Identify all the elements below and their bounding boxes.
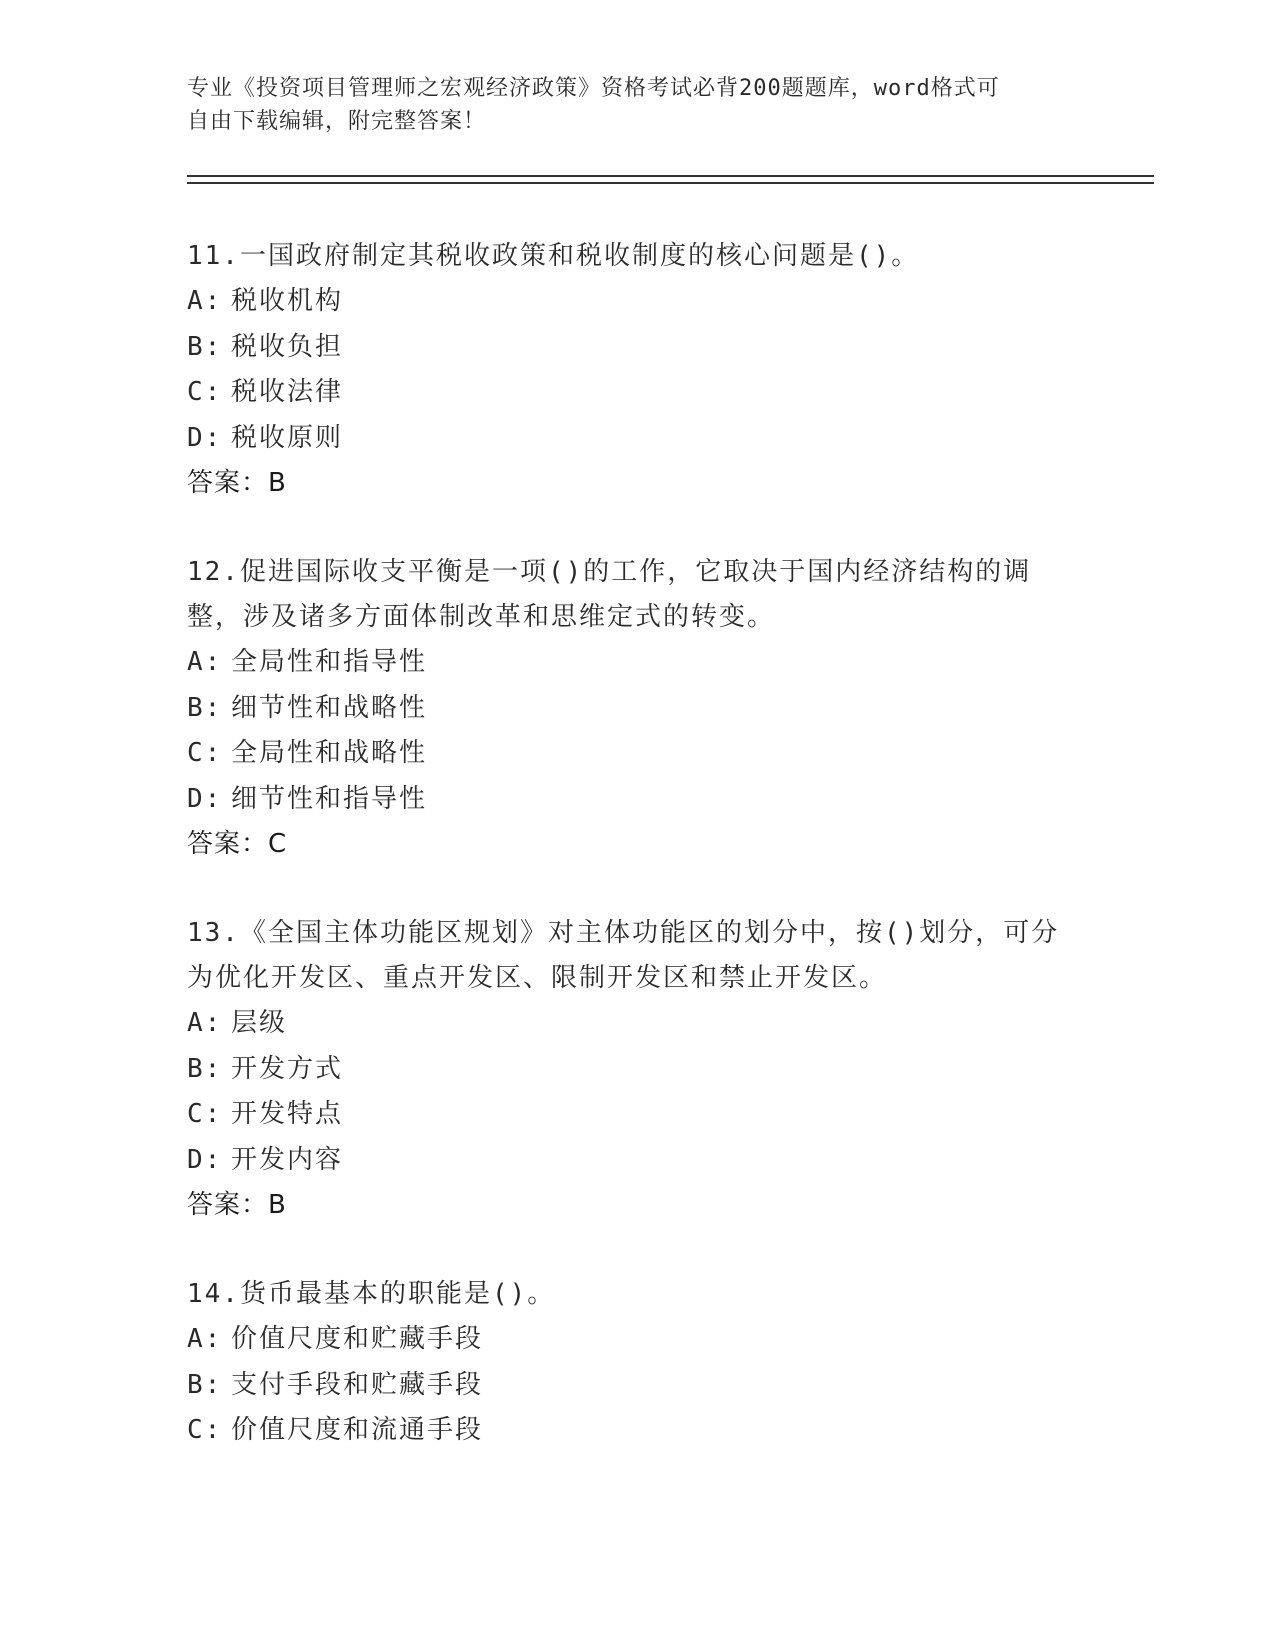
question-11 — [187, 234, 1087, 506]
question-stem: 13.《全国主体功能区规划》对主体功能区的划分中，按()划分，可分为优化开发区、重点开发区、限制开发区和禁止开发区。 — [187, 918, 1060, 993]
header-line-2: 自由下载编辑，附完整答案！ — [187, 109, 487, 134]
option-text: 开发方式 — [231, 1053, 344, 1084]
option-key: A: — [187, 1008, 223, 1038]
option-text: 税收原则 — [231, 422, 344, 453]
option-key: B: — [187, 331, 223, 362]
question-stem: 11.一国政府制定其税收政策和税收制度的核心问题是()。 — [187, 241, 920, 271]
question-stem: 12.促进国际收支平衡是一项()的工作，它取决于国内经济结构的调整，涉及诸多方面体制改革和思维定式的转变。 — [187, 557, 1032, 632]
option-key: C: — [187, 377, 223, 407]
option-a — [187, 1001, 1087, 1047]
question-14 — [187, 1272, 1087, 1454]
option-b — [187, 325, 1087, 371]
option-text: 价值尺度和贮藏手段 — [231, 1324, 484, 1354]
option-key: C: — [187, 1415, 223, 1445]
option-b — [187, 1047, 1087, 1093]
option-a — [187, 279, 1087, 325]
question-13 — [187, 911, 1087, 1228]
option-key: B: — [187, 692, 223, 723]
option-a — [187, 1317, 1087, 1363]
option-c — [187, 731, 1087, 777]
option-a — [187, 640, 1087, 686]
option-b — [187, 686, 1087, 732]
option-text: 开发内容 — [231, 1144, 344, 1175]
option-text: 细节性和战略性 — [231, 692, 428, 723]
option-b — [187, 1363, 1087, 1409]
option-text: 层级 — [231, 1008, 288, 1038]
option-d — [187, 1138, 1087, 1184]
option-text: 全局性和战略性 — [231, 738, 428, 768]
option-d — [187, 777, 1087, 823]
option-c — [187, 1408, 1087, 1454]
option-key: D: — [187, 783, 223, 814]
answer-line: 答案：B — [187, 468, 287, 498]
option-key: C: — [187, 738, 223, 768]
option-text: 税收负担 — [231, 331, 344, 362]
option-text: 细节性和指导性 — [231, 783, 428, 814]
option-c — [187, 370, 1087, 416]
option-key: C: — [187, 1099, 223, 1129]
option-key: B: — [187, 1053, 223, 1084]
option-c — [187, 1092, 1087, 1138]
option-key: D: — [187, 422, 223, 453]
option-key: A: — [187, 286, 223, 316]
option-key: A: — [187, 1324, 223, 1354]
option-text: 全局性和指导性 — [231, 647, 428, 677]
option-text: 税收法律 — [231, 377, 344, 407]
question-stem: 14.货币最基本的职能是()。 — [187, 1279, 556, 1309]
header-divider-top — [187, 175, 1154, 177]
option-text: 税收机构 — [231, 286, 344, 316]
option-key: A: — [187, 647, 223, 677]
question-list — [187, 234, 1087, 1498]
question-12 — [187, 550, 1087, 867]
document-header — [187, 72, 1067, 138]
option-key: B: — [187, 1369, 223, 1400]
option-d — [187, 416, 1087, 462]
option-text: 支付手段和贮藏手段 — [231, 1369, 484, 1400]
answer-line: 答案：C — [187, 829, 288, 859]
answer-line: 答案：B — [187, 1190, 287, 1220]
option-text: 价值尺度和流通手段 — [231, 1415, 484, 1445]
header-line-1: 专业《投资项目管理师之宏观经济政策》资格考试必背200题题库，word格式可 — [187, 76, 1000, 101]
option-key: D: — [187, 1144, 223, 1175]
header-divider-bottom — [187, 182, 1154, 184]
option-text: 开发特点 — [231, 1099, 344, 1129]
